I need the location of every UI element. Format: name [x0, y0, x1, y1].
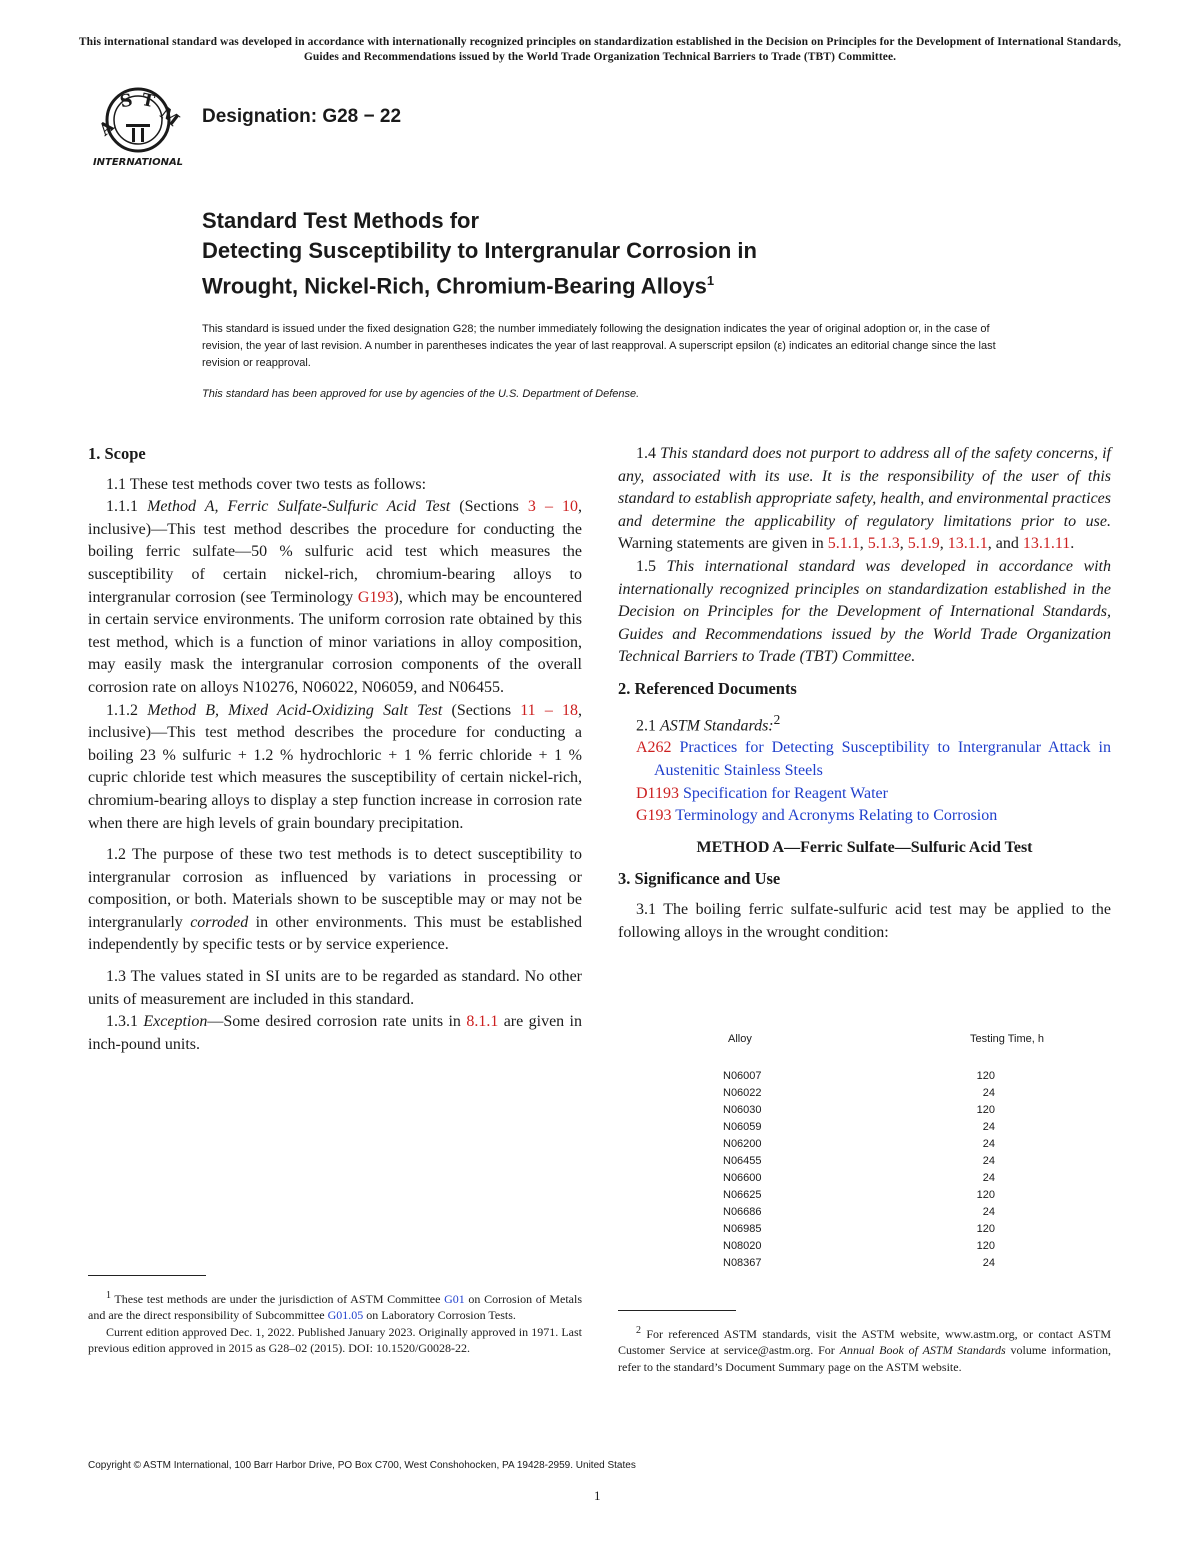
method-a-name: Method A, Ferric Sulfate-Sulfuric Acid Test: [147, 498, 451, 516]
title-footnote-mark: 1: [706, 273, 715, 288]
title-line-3: [202, 266, 757, 301]
alloy-cell: N06007: [723, 1070, 762, 1082]
dod-approval: This standard has been approved for use by agencies of the U.S. Department of Defense.: [202, 388, 640, 400]
alloy-cell: N06200: [723, 1138, 762, 1150]
title-line-3-text: Wrought, Nickel-Rich, Chromium-Bearing Alloys: [202, 273, 707, 299]
ref-code[interactable]: G193: [636, 807, 672, 825]
section-3-heading: 3. Significance and Use: [618, 869, 781, 889]
svg-text:S: S: [118, 90, 135, 113]
table-row: [700, 1102, 1050, 1119]
right-column: [618, 443, 1111, 944]
alloy-cell: N06059: [723, 1121, 762, 1133]
table-row: [700, 1085, 1050, 1102]
document-title: [202, 206, 757, 301]
para-1-1: 1.1 These test methods cover two tests as follows:: [106, 475, 427, 493]
alloy-cell: N08367: [723, 1257, 762, 1269]
alloy-cell: N06600: [723, 1172, 762, 1184]
alloy-cell: N08020: [723, 1240, 762, 1252]
testing-time-cell: 24: [982, 1257, 995, 1269]
para-2-1: 2.1 ASTM Standards:$^2$: [636, 711, 781, 734]
table-row: [700, 1119, 1050, 1136]
footnotes-left: [88, 1275, 582, 1357]
link-5-1-1[interactable]: 5.1.1: [827, 535, 860, 553]
title-line-2: Detecting Susceptibility to Intergranular Corrosion in: [202, 238, 757, 263]
col-header-alloy: Alloy: [728, 1033, 752, 1045]
table-row: [700, 1221, 1050, 1238]
table-row: [700, 1170, 1050, 1187]
astm-logo: [88, 84, 188, 168]
method-a-heading: METHOD A—Ferric Sulfate—Sulfuric Acid Test: [696, 838, 1033, 856]
testing-time-cell: 120: [976, 1070, 995, 1082]
link-g01[interactable]: G01: [444, 1292, 465, 1306]
para-1-4: 1.4 This standard does not purport to address all of the safety concerns, if any, associated with its use. It is the responsibility of the user of this standard to establish appropriate safety, health, and environmental practices and determine the applicability of regulatory limitations prior to use. Warning statements are given in 5.1.1, 5.1.3, 5.1.9, 13.1.1, and 13.1.11.: [618, 445, 1112, 553]
ref-code[interactable]: A262: [636, 739, 672, 757]
link-g193[interactable]: G193: [357, 588, 394, 606]
para-1-1-1: 1.1.1 Method A, Ferric Sulfate-Sulfuric Acid Test (Sections 3 – 10, inclusive)—This test method describes the procedure for conducting the boiling ferric sulfate—50 % sulfuric acid test which measures the susceptibility of certain nickel-rich, chromium-bearing alloys to intergranular corrosion (see Terminology G193), which may be encountered in certain service environments. The uniform corrosion rate obtained by this test method, which is a function of minor variations in alloy composition, may easily mask the intergranular corrosion components of the overall corrosion rate on alloys N10276, N06022, N06059, and N06455.: [88, 498, 582, 696]
table-row: [700, 1204, 1050, 1221]
link-8-1-1[interactable]: 8.1.1: [466, 1013, 499, 1031]
ref-d1193[interactable]: [618, 783, 1111, 806]
testing-time-cell: 24: [982, 1155, 995, 1167]
testing-time-cell: 120: [976, 1104, 995, 1116]
left-column: [88, 443, 582, 1056]
testing-time-cell: 120: [976, 1240, 995, 1252]
astm-seal-icon: [88, 84, 188, 168]
ref-title[interactable]: Terminology and Acronyms Relating to Corrosion: [675, 807, 998, 825]
testing-time-cell: 24: [982, 1138, 995, 1150]
link-13-1-11[interactable]: 13.1.11: [1022, 535, 1071, 553]
footnote-2: $^2$ For referenced ASTM standards, visit the ASTM website, www.astm.org, or contact ASTM Customer Service at service@astm.org. For Annual Book of ASTM Standards volume information, refer to the standard’s Document Summary page on the ASTM website.: [618, 1325, 1111, 1374]
alloy-cell: N06022: [723, 1087, 762, 1099]
wto-notice: This international standard was developed in accordance with internationally recognized principles on standardization established in the Decision on Principles for the Development of International Standards, Guides and Recommendations issued by the World Trade Organization Technical Barriers to Trade (TBT) Committee.: [78, 36, 1122, 63]
footnote-1: $^1$ These test methods are under the jurisdiction of ASTM Committee G01 on Corrosion of Metals and are the direct responsibility of Subcommittee G01.05 on Laboratory Corrosion Tests.: [88, 1290, 582, 1323]
testing-time-cell: 24: [982, 1121, 995, 1133]
link-g01-05[interactable]: G01.05: [327, 1308, 364, 1323]
para-3-1: 3.1 The boiling ferric sulfate-sulfuric acid test may be applied to the following alloys in the wrought condition:: [618, 901, 1111, 941]
method-b-name: Method B, Mixed Acid-Oxidizing Salt Test: [147, 701, 443, 719]
designation: Designation: G28 − 22: [202, 106, 402, 127]
table-row: [700, 1153, 1050, 1170]
para-1-1-2: 1.1.2 Method B, Mixed Acid-Oxidizing Salt Test (Sections 11 – 18, inclusive)—This test method describes the procedure for conducting a boiling 23 % sulfuric + 1.2 % hydrochloric + 1 % ferric chloride + 1 % cupric chloride test which measures the susceptibility of certain nickel-rich, chromium-bearing alloys to display a step function increase in corrosion rate when there are high levels of grain boundary precipitation.: [88, 701, 583, 832]
ref-code[interactable]: D1193: [636, 784, 679, 802]
issued-statement: This standard is issued under the fixed designation G28; the number immediately following the designation indicates the year of original adoption or, in the case of revision, the year of last revision. A number in parentheses indicates the year of last reapproval. A superscript epsilon (ε) indicates an editorial change since the last revision or reapproval.: [202, 323, 996, 369]
ref-title[interactable]: Practices for Detecting Susceptibility to Intergranular Attack in Austenitic Stainless Steels: [654, 739, 1111, 780]
table-row: [700, 1068, 1050, 1085]
link-5-1-3[interactable]: 5.1.3: [867, 535, 900, 553]
title-line-1: Standard Test Methods for: [202, 208, 480, 233]
footnote-1-edition: Current edition approved Dec. 1, 2022. Published January 2023. Originally approved in 1971. Last previous edition approved in 2015 as G28–02 (2015). DOI: 10.1520/G0028-22.: [88, 1324, 582, 1356]
table-row: [700, 1187, 1050, 1204]
alloy-table: [700, 1031, 1050, 1272]
svg-text:A: A: [95, 116, 119, 141]
testing-time-cell: 24: [982, 1172, 995, 1184]
testing-time-cell: 24: [982, 1206, 995, 1218]
copyright: Copyright © ASTM International, 100 Barr Harbor Drive, PO Box C700, West Conshohocken, PA 19428-2959. United States: [88, 1460, 636, 1471]
footnote-rule: [618, 1310, 736, 1311]
table-row: [700, 1255, 1050, 1272]
section-1-heading: 1. Scope: [88, 444, 146, 463]
logo-text: INTERNATIONAL: [92, 157, 184, 168]
alloy-cell: N06030: [723, 1104, 762, 1116]
table-row: [700, 1238, 1050, 1255]
link-sections-3-10[interactable]: 3 – 10: [527, 498, 578, 516]
link-13-1-1[interactable]: 13.1.1: [947, 535, 988, 553]
svg-text:M: M: [155, 103, 183, 131]
link-sections-11-18[interactable]: 11 – 18: [520, 701, 579, 719]
alloy-cell: N06625: [723, 1189, 762, 1201]
para-1-2: 1.2 The purpose of these two test methods is to detect susceptibility to intergranular corrosion as influenced by variations in processing or composition, or both. Materials shown to be susceptible may or may not be intergranularly corroded in other environments. This must be established independently by specific tests or by service experience.: [88, 846, 583, 954]
ref-a262[interactable]: [618, 737, 1111, 782]
alloy-cell: N06985: [723, 1223, 762, 1235]
footnote-rule: [88, 1275, 206, 1276]
alloy-cell: N06686: [723, 1206, 762, 1218]
page-number: 1: [594, 1488, 601, 1503]
table-row: [700, 1136, 1050, 1153]
section-2-heading: 2. Referenced Documents: [618, 678, 797, 698]
footnotes-right: [618, 1310, 1111, 1375]
para-1-5: 1.5 This international standard was developed in accordance with internationally recognized principles on standardization established in the Decision on Principles for the Development of International Standards, Guides and Recommendations issued by the World Trade Organization Technical Barriers to Trade (TBT) Committee.: [618, 557, 1112, 666]
link-5-1-9[interactable]: 5.1.9: [907, 535, 940, 553]
svg-text:T: T: [139, 89, 157, 113]
testing-time-cell: 120: [976, 1189, 995, 1201]
para-1-3-1: 1.3.1 Exception—Some desired corrosion rate units in 8.1.1 are given in inch-pound units.: [88, 1013, 582, 1053]
ref-title[interactable]: Specification for Reagent Water: [682, 784, 888, 802]
testing-time-cell: 120: [976, 1223, 995, 1235]
para-1-3: 1.3 The values stated in SI units are to be regarded as standard. No other units of measurement are included in this standard.: [88, 968, 582, 1008]
col-header-testing-time: Testing Time, h: [970, 1033, 1044, 1045]
alloy-cell: N06455: [723, 1155, 762, 1167]
ref-g193[interactable]: [618, 805, 1111, 828]
testing-time-cell: 24: [982, 1087, 995, 1099]
